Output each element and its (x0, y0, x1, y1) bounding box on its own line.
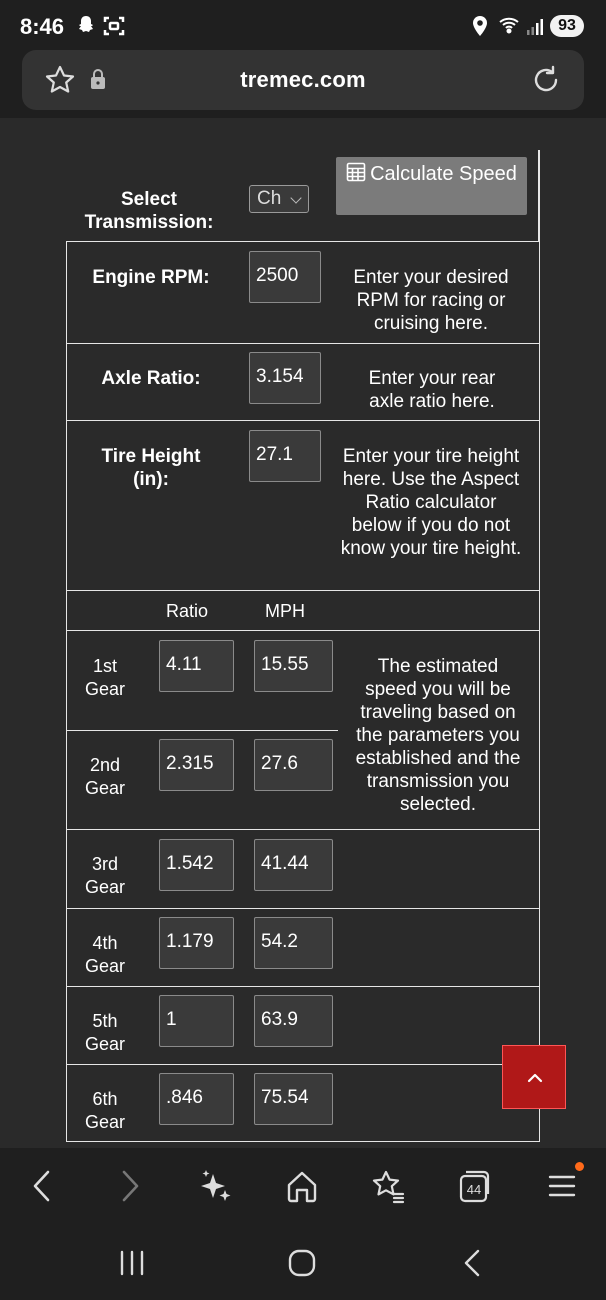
wifi-icon (498, 15, 522, 40)
divider (66, 908, 540, 909)
gear-1-ratio-input[interactable]: 4.11 (159, 640, 234, 692)
gear-6-ratio-input[interactable]: .846 (159, 1073, 234, 1125)
engine-rpm-label: Engine RPM: (92, 267, 210, 288)
axle-ratio-label: Axle Ratio: (101, 368, 201, 389)
divider (66, 590, 540, 591)
forward-icon[interactable] (116, 1168, 144, 1209)
table-border-top (538, 150, 540, 242)
gear-4-ratio-input[interactable]: 1.179 (159, 917, 234, 969)
location-icon (472, 15, 488, 42)
tire-height-help: Enter your tire height here. Use the Aspect Ratio calculator below if you do not know your tire height. (340, 446, 522, 559)
gear-label-5th: 5th Gear (84, 1011, 126, 1054)
calculate-speed-button[interactable] (336, 157, 527, 215)
notification-dot (575, 1162, 584, 1171)
transmission-select[interactable] (249, 185, 309, 213)
gear-6-mph-output[interactable]: 75.54 (254, 1073, 333, 1125)
screenshot-icon (103, 15, 125, 42)
gear-label-6th: 6th Gear (84, 1089, 126, 1132)
gear-1-mph-output[interactable]: 15.55 (254, 640, 333, 692)
gear-label-4th: 4th Gear (84, 933, 126, 976)
divider (66, 1064, 540, 1065)
back-nav-icon[interactable] (460, 1248, 484, 1283)
ratio-column-header: Ratio (166, 601, 209, 621)
sparkle-icon[interactable] (199, 1168, 233, 1209)
tire-height-label: Tire Height (in): (101, 446, 201, 490)
gear-label-1st: 1st Gear (84, 656, 126, 699)
divider (66, 829, 540, 830)
divider (66, 241, 67, 1141)
axle-ratio-input[interactable]: 3.154 (249, 352, 321, 404)
menu-icon[interactable] (547, 1168, 579, 1209)
gear-5-ratio-input[interactable]: 1 (159, 995, 234, 1047)
home-button-icon[interactable] (287, 1248, 317, 1283)
home-icon[interactable] (286, 1168, 318, 1209)
gear-label-3rd: 3rd Gear (84, 854, 126, 897)
engine-rpm-help: Enter your desired RPM for racing or cruising here. (353, 267, 509, 334)
browser-chrome (0, 52, 606, 118)
tab-count: 44 (466, 1182, 482, 1197)
axle-ratio-help: Enter your rear axle ratio here. (368, 368, 496, 412)
gear-3-ratio-input[interactable]: 1.542 (159, 839, 234, 891)
result-help: The estimated speed you will be traveling based on the parameters you established and the transmission you selected. (355, 656, 521, 815)
tire-height-input[interactable]: 27.1 (249, 430, 321, 482)
signal-icon (526, 18, 544, 41)
gear-5-mph-output[interactable]: 63.9 (254, 995, 333, 1047)
divider (66, 986, 540, 987)
battery-level: 93 (550, 15, 584, 37)
status-bar (0, 0, 606, 52)
recent-apps-icon[interactable] (118, 1248, 146, 1283)
divider (66, 730, 338, 731)
select-transmission-label: Select Transmission: (84, 189, 214, 233)
reload-icon[interactable] (530, 64, 562, 101)
divider (66, 343, 540, 344)
mph-column-header: MPH (265, 601, 305, 621)
transmission-select-value: Ch (257, 188, 282, 209)
gear-3-mph-output[interactable]: 41.44 (254, 839, 333, 891)
gear-2-ratio-input[interactable]: 2.315 (159, 739, 234, 791)
browser-toolbar (0, 1148, 606, 1228)
gear-4-mph-output[interactable]: 54.2 (254, 917, 333, 969)
status-time: 8:46 (20, 14, 65, 39)
scroll-to-top-button[interactable] (502, 1045, 566, 1109)
divider (66, 241, 540, 242)
page-content (0, 118, 606, 1148)
back-icon[interactable] (28, 1168, 56, 1209)
gear-2-mph-output[interactable]: 27.6 (254, 739, 333, 791)
url-text[interactable]: tremec.com (240, 67, 366, 92)
calculate-speed-label: Calculate Speed (370, 163, 517, 185)
divider (66, 420, 540, 421)
snapchat-icon (76, 15, 96, 40)
bookmarks-icon[interactable] (370, 1168, 406, 1209)
chevron-up-icon (503, 1046, 567, 1110)
gear-label-2nd: 2nd Gear (84, 755, 126, 798)
chevron-down-icon (290, 192, 301, 203)
calculator-icon (346, 162, 366, 188)
address-bar[interactable] (22, 50, 584, 110)
engine-rpm-input[interactable]: 2500 (249, 251, 321, 303)
system-nav-bar (0, 1228, 606, 1300)
divider (66, 630, 540, 631)
divider (539, 241, 540, 1141)
tabs-icon[interactable] (458, 1168, 492, 1209)
divider (66, 1141, 540, 1142)
